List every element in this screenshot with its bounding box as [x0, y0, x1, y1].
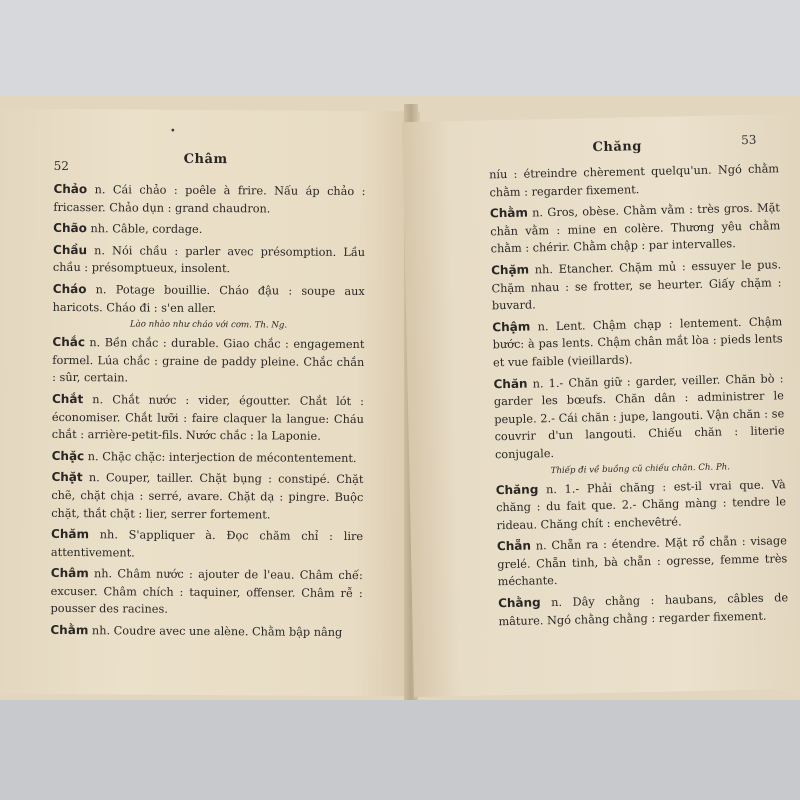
right-page-content: [489, 160, 789, 634]
dictionary-entry: [51, 526, 363, 563]
dictionary-entry: [52, 334, 364, 389]
entry-headword: Chặt: [51, 470, 83, 485]
entry-definition: nh. Etancher. Chặm mủ : essuyer le pus. Chặm nhau : se frotter, se heurter. Giấy chặm : buvard.: [491, 258, 782, 313]
entry-definition: nh. Châm nước : ajouter de l'eau. Châm chế: excuser. Châm chích : taquiner, offenser. Châm rễ : pousser des racines.: [50, 567, 363, 617]
citation-quote: Thiếp đi về buồng cũ chiếu chăn. Ch. Ph.: [550, 461, 731, 476]
entry-definition: n. Lent. Chậm chạp : lentement. Chậm bước: à pas lents. Chậm chân mắt lòa : pieds lents et vue faible (vieillards).: [492, 314, 783, 370]
entry-headword: Chảo: [53, 181, 88, 197]
dictionary-entry: [496, 476, 787, 535]
entry-headword: Châm: [50, 566, 89, 581]
running-head-right: Chăng: [592, 139, 643, 156]
entry-definition: n. Dây chằng : haubans, câbles de mâture. Ngó chằng chằng : regarder fixement.: [498, 591, 789, 628]
entry-headword: Chăng: [495, 481, 539, 497]
entry-headword: Chăm: [51, 526, 90, 542]
dictionary-entry: [53, 281, 365, 318]
right-page: [402, 114, 800, 697]
page-number-right: 53: [741, 132, 757, 148]
dictionary-entry: [53, 181, 365, 218]
entry-headword: Chặm: [490, 262, 530, 278]
entry-definition: n. Chắt nước : vider, égoutter. Chắt lót : économiser. Chắt lưỡi : faire claquer la langue: Cháu chắt : arrière-petit-fils. Nước chắc : la Laponie.: [51, 393, 365, 443]
entry-definition: n. Chẵn ra : étendre. Mặt rổ chẵn : visage grelé. Chẵn tinh, bà chẵn : ogresse, femme très méchante.: [497, 534, 788, 589]
dictionary-entry: [53, 242, 365, 279]
entry-definition: n. Couper, tailler. Chặt bụng : constipé. Chặt chẽ, chặt chịa : serré, avare. Chặt dạ : pingre. Buộc chặt, thắt chặt : lier, serrer fortement.: [51, 471, 364, 521]
page-number-left: 52: [53, 158, 69, 174]
dictionary-entry: [50, 565, 362, 620]
entry-headword: Chằm: [489, 205, 529, 221]
background-bottom: [0, 690, 800, 800]
left-page: [0, 109, 420, 697]
running-head-left: Châm: [183, 151, 228, 168]
entry-definition: n. Gros, obèse. Chằm vằm : très gros. Mặt chằn vằm : mine en colère. Thương yêu chằm chằm : chérir. Chằm chập : par intervalles.: [490, 201, 781, 256]
dictionary-entry: [50, 622, 362, 642]
entry-headword: Chẵn: [496, 538, 532, 554]
ink-dot: •: [169, 125, 176, 137]
dictionary-entry: [490, 199, 781, 258]
dictionary-entry: [51, 469, 363, 524]
entry-definition: n. Cái chảo : poêle à frire. Nấu áp chảo : fricasser. Chảo dụn : grand chaudron.: [53, 183, 366, 216]
left-page-content: [50, 181, 365, 646]
entry-definition: nh. Coudre avec une alène. Chằm bập nâng: [88, 624, 343, 639]
entry-headword: Chằng: [497, 595, 541, 611]
background-top: [0, 0, 800, 105]
entry-definition: n. Nói chầu : parler avec présomption. Lầu chầu : présomptueux, insolent.: [52, 243, 366, 276]
dictionary-entry: [489, 160, 780, 201]
dictionary-entry: [52, 448, 364, 468]
entry-headword: Chậm: [492, 319, 531, 335]
entry-definition: n. Chặc chặc: interjection de mécontentement.: [84, 449, 357, 465]
entry-headword: Chằm: [50, 622, 89, 638]
dictionary-entry: [493, 370, 785, 464]
dictionary-entry: [497, 532, 788, 591]
entry-definition: n. 1.- Chăn giữ : garder, veiller. Chăn bò : garder les bœufs. Chăn dân : administrer le peuple. 2.- Cái chăn : jupe, langouti. Vận chăn : se couvrir d'un langouti. Chiếu chăn : literie conjugale.: [493, 371, 785, 462]
entry-definition: n. 1.- Phải chăng : est-il vrai que. Và chăng : du fait que. 2.- Chăng màng : tendre le rideau. Chăng chít : enchevêtré.: [495, 477, 787, 532]
dictionary-entry: [491, 256, 782, 315]
entry-definition: níu : étreindre chèrement quelqu'un. Ngó chằm chằm : regarder fixement.: [489, 162, 780, 199]
entry-definition: n. Potage bouillie. Cháo đậu : soupe aux haricots. Cháo đi : s'en aller.: [52, 283, 365, 315]
entry-definition: n. Bền chắc : durable. Giao chắc : engagement formel. Lúa chắc : graine de paddy pleine. Chắc chắn : sûr, certain.: [52, 336, 365, 385]
dictionary-entry: [492, 313, 783, 372]
dictionary-entry: [498, 589, 789, 630]
citation-quote: Lào nhào như cháo với cơm. Th. Ng.: [129, 319, 288, 331]
entry-headword: Cháo: [52, 281, 87, 297]
entry-headword: Chăn: [493, 376, 528, 391]
dictionary-entry: [52, 391, 364, 446]
entry-headword: Chắc: [52, 335, 86, 350]
dictionary-entry: [53, 220, 365, 240]
entry-headword: Chặc: [51, 448, 85, 463]
entry-headword: Chão: [53, 221, 87, 236]
entry-headword: Chầu: [53, 242, 88, 257]
entry-definition: nh. Câble, cordage.: [86, 222, 203, 237]
entry-definition: nh. S'appliquer à. Đọc chăm chỉ : lire attentivement.: [50, 528, 364, 560]
entry-headword: Chắt: [51, 391, 84, 407]
